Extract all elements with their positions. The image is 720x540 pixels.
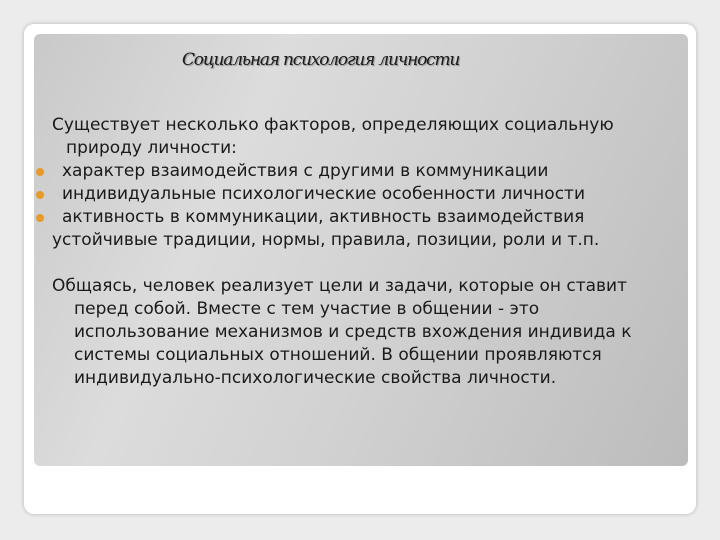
body-paragraph: Общаясь, человек реализует цели и задачи, которые он ставит перед собой. Вместе с тем участие в общении - это использование механизмов и средств вхождения индивида к системы социальных отношений. В общении проявляются индивидуально-психологические свойства личности. bbox=[52, 276, 632, 388]
slide-title: Социальная психология личности bbox=[182, 50, 460, 70]
bullet-item bbox=[52, 160, 652, 183]
bullet-item bbox=[52, 183, 652, 206]
tail-text: устойчивые традиции, нормы, правила, позиции, роли и т.п. bbox=[52, 230, 600, 250]
bullet-text: активность в коммуникации, активность взаимодействия bbox=[62, 207, 585, 227]
bullet-dot-icon bbox=[36, 214, 44, 222]
bullet-text: индивидуальные психологические особенности личности bbox=[62, 184, 585, 204]
bullet-item bbox=[52, 206, 652, 229]
slide-content bbox=[52, 114, 652, 390]
intro-text: Существует несколько факторов, определяющих социальную природу личности: bbox=[52, 115, 614, 158]
bullet-dot-icon bbox=[36, 168, 44, 176]
bullet-dot-icon bbox=[36, 191, 44, 199]
bullet-text: характер взаимодействия с другими в коммуникации bbox=[62, 161, 549, 181]
